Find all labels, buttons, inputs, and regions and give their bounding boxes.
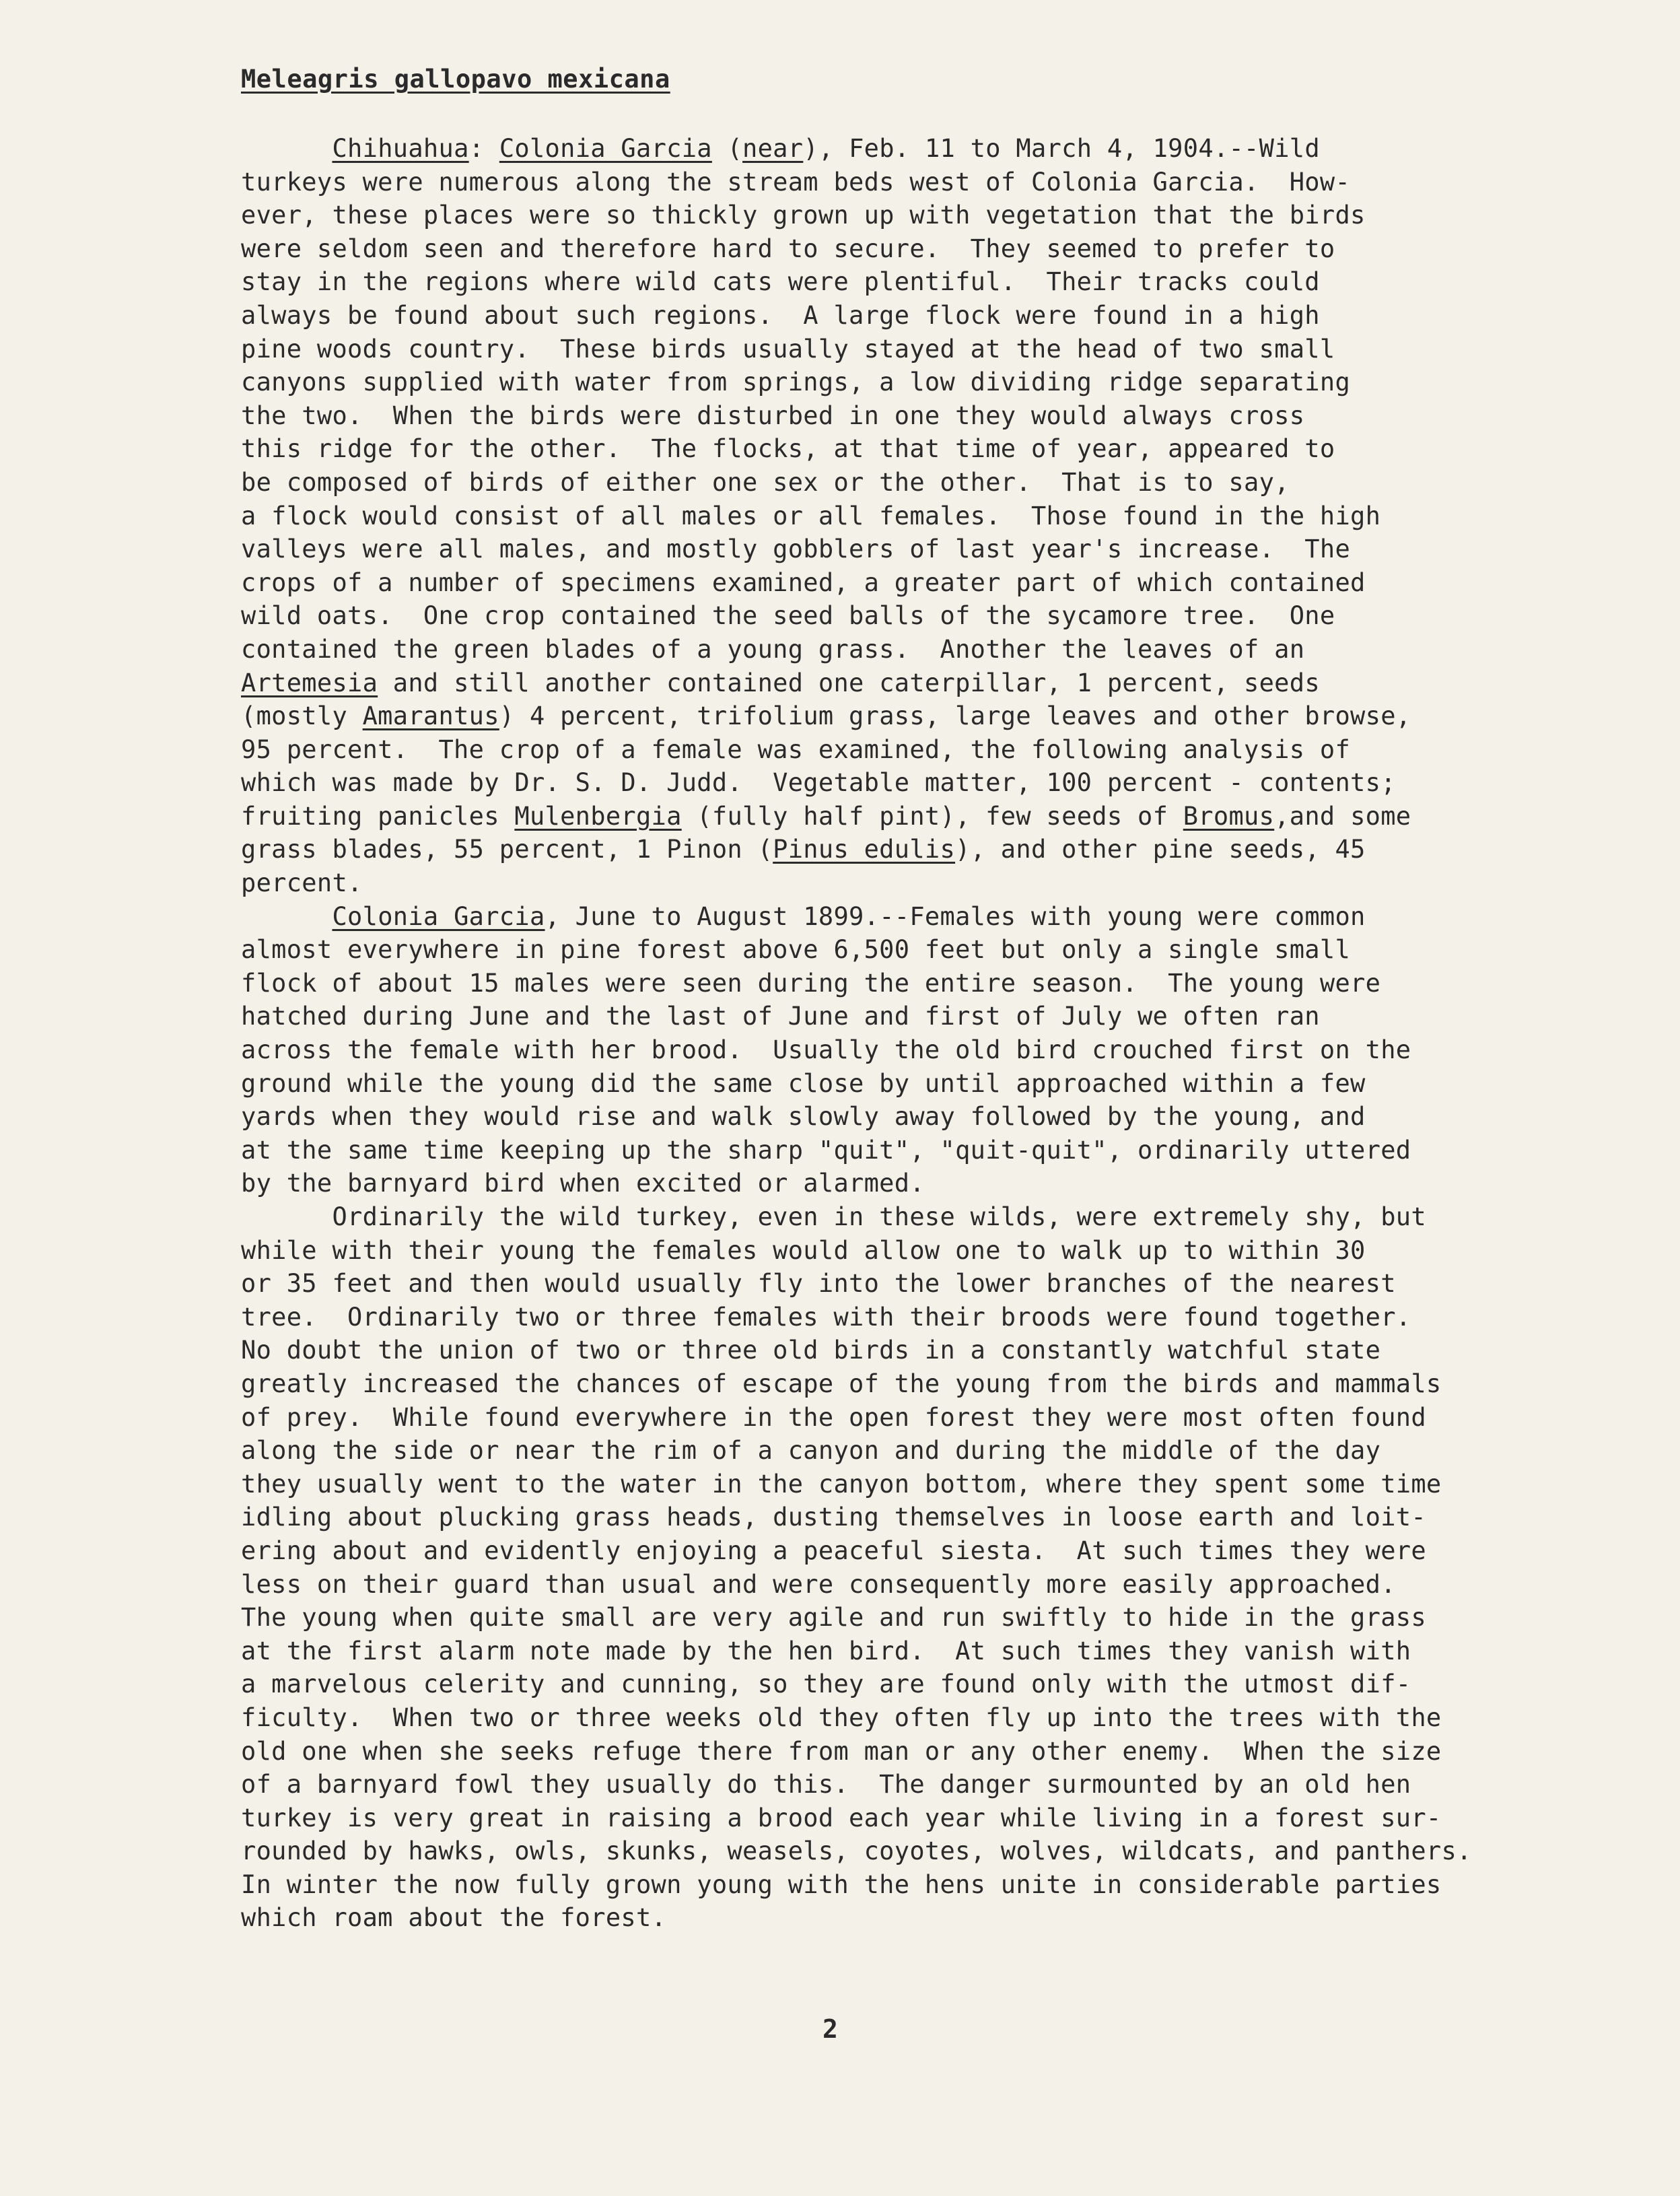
text-line: always be found about such regions. A large flock were found in a high [241, 300, 1320, 330]
text-line: ficulty. When two or three weeks old they often fly up into the trees with the [241, 1703, 1442, 1732]
text-line: turkey is very great in raising a brood each year while living in a forest sur- [241, 1803, 1442, 1832]
text-line: be composed of birds of either one sex or the other. That is to say, [241, 467, 1290, 497]
text-line: this ridge for the other. The flocks, at that time of year, appeared to [241, 434, 1335, 464]
text-line: Chihuahua: Colonia Garcia (near), Feb. 11 to March 4, 1904.--Wild [332, 134, 1320, 163]
text-line: which roam about the forest. [241, 1903, 667, 1933]
text-line: canyons supplied with water from springs, a low dividing ridge separating [241, 368, 1351, 397]
document-body [241, 132, 1601, 1935]
text-line: which was made by Dr. S. D. Judd. Vegetable matter, 100 percent - contents; [241, 768, 1396, 798]
text-line: at the first alarm note made by the hen bird. At such times they vanish with [241, 1636, 1411, 1666]
text-line: valleys were all males, and mostly gobblers of last year's increase. The [241, 535, 1351, 564]
text-line: No doubt the union of two or three old birds in a constantly watchful state [241, 1336, 1381, 1365]
text-line: along the side or near the rim of a canyon and during the middle of the day [241, 1436, 1381, 1466]
text-line: tree. Ordinarily two or three females with their broods were found together. [241, 1302, 1411, 1332]
text-line: pine woods country. These birds usually stayed at the head of two small [241, 334, 1335, 364]
text-line: ground while the young did the same close by until approached within a few [241, 1068, 1366, 1098]
text-line: while with their young the females would allow one to walk up to within 30 [241, 1235, 1366, 1265]
text-line: stay in the regions where wild cats were plentiful. Their tracks could [241, 267, 1320, 297]
text-line: 95 percent. The crop of a female was examined, the following analysis of [241, 734, 1351, 764]
text-line: of a barnyard fowl they usually do this. The danger surmounted by an old hen [241, 1770, 1411, 1799]
text-line: old one when she seeks refuge there from man or any other enemy. When the size [241, 1736, 1442, 1766]
text-line: a marvelous celerity and cunning, so they are found only with the utmost dif- [241, 1670, 1411, 1699]
text-line: greatly increased the chances of escape of the young from the birds and mammals [241, 1369, 1442, 1398]
text-line: they usually went to the water in the canyon bottom, where they spent some time [241, 1469, 1442, 1499]
text-line: ever, these places were so thickly grown up with vegetation that the birds [241, 201, 1366, 230]
text-line: were seldom seen and therefore hard to secure. They seemed to prefer to [241, 234, 1335, 263]
text-line: The young when quite small are very agile and run swiftly to hide in the grass [241, 1603, 1426, 1633]
text-line: or 35 feet and then would usually fly into the lower branches of the nearest [241, 1269, 1396, 1299]
text-line: turkeys were numerous along the stream beds west of Colonia Garcia. How- [241, 167, 1351, 197]
text-line: crops of a number of specimens examined, a greater part of which contained [241, 568, 1366, 597]
text-line: rounded by hawks, owls, skunks, weasels, coyotes, wolves, wildcats, and panthers. [241, 1837, 1472, 1866]
text-line: a flock would consist of all males or all females. Those found in the high [241, 501, 1381, 530]
text-line: by the barnyard bird when excited or alarmed. [241, 1169, 925, 1198]
text-line: the two. When the birds were disturbed in one they would always cross [241, 401, 1305, 430]
text-line: fruiting panicles Mulenbergia (fully half pint), few seeds of Bromus,and some [241, 801, 1411, 831]
text-line: In winter the now fully grown young with the hens unite in considerable parties [241, 1869, 1442, 1899]
text-line: ering about and evidently enjoying a peaceful siesta. At such times they were [241, 1536, 1426, 1565]
text-line: almost everywhere in pine forest above 6,500 feet but only a single small [241, 935, 1351, 965]
text-line: flock of about 15 males were seen during the entire season. The young were [241, 968, 1381, 998]
text-line: of prey. While found everywhere in the open forest they were most often found [241, 1402, 1426, 1432]
text-line: wild oats. One crop contained the seed balls of the sycamore tree. One [241, 601, 1335, 631]
text-line: idling about plucking grass heads, dusting themselves in loose earth and loit- [241, 1503, 1426, 1532]
text-line: Colonia Garcia, June to August 1899.--Females with young were common [332, 901, 1366, 931]
text-line: at the same time keeping up the sharp "quit", "quit-quit", ordinarily uttered [241, 1135, 1411, 1165]
document-title: Meleagris gallopavo mexicana [241, 65, 670, 94]
text-line: Artemesia and still another contained one caterpillar, 1 percent, seeds [241, 668, 1320, 697]
text-line: less on their guard than usual and were consequently more easily approached. [241, 1569, 1396, 1599]
text-line: Ordinarily the wild turkey, even in these wilds, were extremely shy, but [241, 1202, 1426, 1231]
text-line: percent. [241, 868, 363, 898]
page-number: 2 [823, 2014, 838, 2044]
text-line: yards when they would rise and walk slowly away followed by the young, and [241, 1102, 1366, 1132]
text-line: contained the green blades of a young grass. Another the leaves of an [241, 634, 1305, 664]
text-line: across the female with her brood. Usually the old bird crouched first on the [241, 1035, 1411, 1065]
text-line: (mostly Amarantus) 4 percent, trifolium grass, large leaves and other browse, [241, 701, 1411, 731]
text-line: hatched during June and the last of June and first of July we often ran [241, 1002, 1320, 1031]
text-line: grass blades, 55 percent, 1 Pinon (Pinus edulis), and other pine seeds, 45 [241, 835, 1366, 864]
